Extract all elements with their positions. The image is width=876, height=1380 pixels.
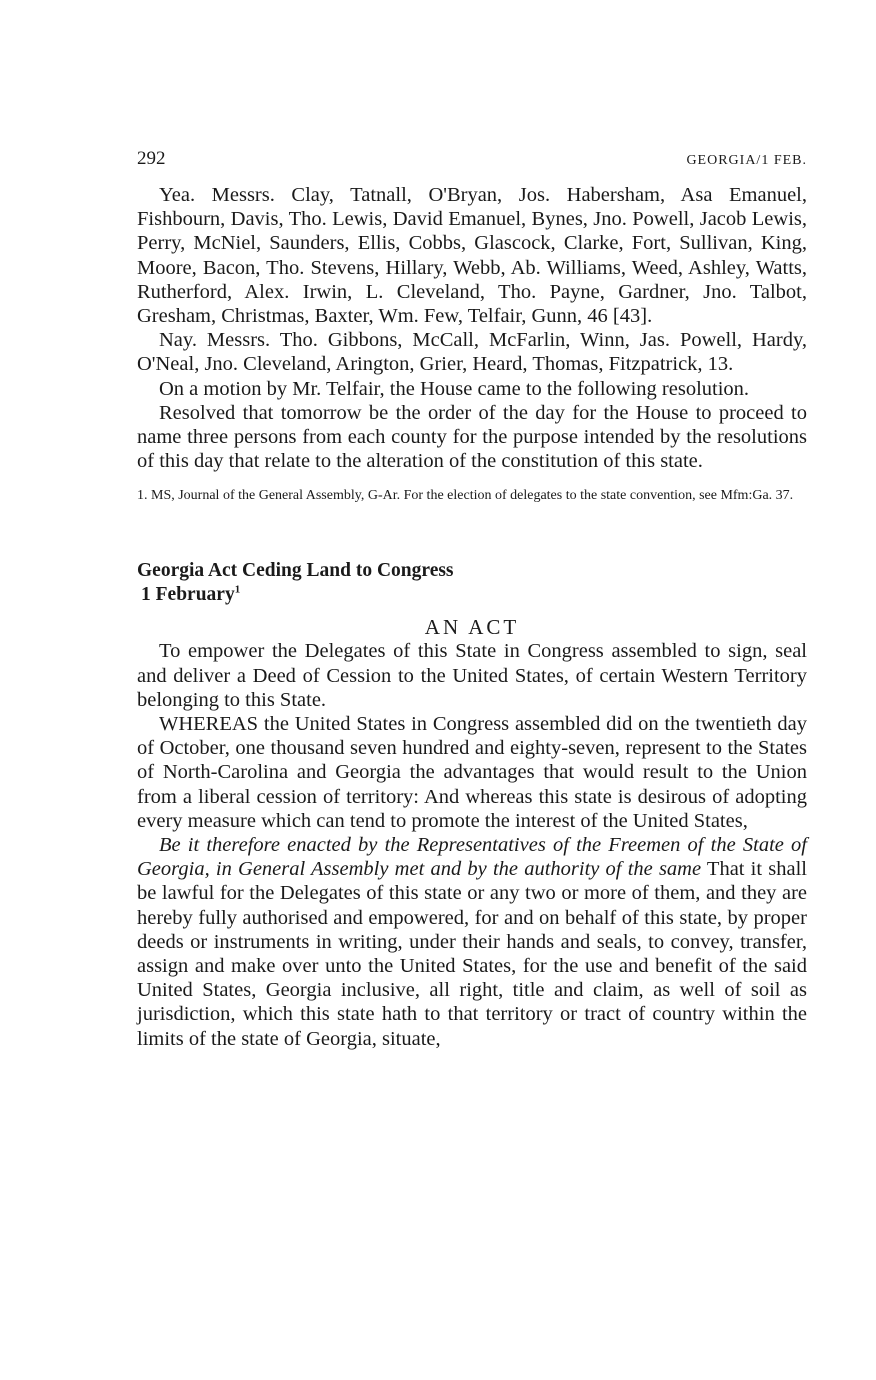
whereas-paragraph: WHEREAS the United States in Congress assembled did on the twentieth day of October, one thousand seven hundred and eighty-seven, represent to the States of North-Carolina and Georgia the advantages that would result to the Union from a liberal cession of territory: And whereas this state is desirous of adopting every measure which can tend to promote the interest of the United States,: [137, 713, 807, 832]
enactment-body: That it shall be lawful for the Delegates of this state or any two or more of them, and they are hereby fully authorised and empowered, for and on behalf of this state, by proper deeds or instruments in writing, under their hands and seals, to convey, transfer, assign and make over unto the United States, for the use and benefit of the said United States, Georgia inclusive, all right, title and claim, as well of soil as jurisdiction, which this state hath to that territory or tract of country within the limits of the state of Georgia, situate,: [137, 858, 807, 1050]
section-heading: [137, 559, 807, 607]
running-header: [137, 148, 807, 170]
resolution-paragraph: Resolved that tomorrow be the order of the day for the House to proceed to name three persons from each county for the purpose intended by the resolutions of this day that relate to the alteration of the constitution of this state.: [137, 401, 807, 473]
section-date-text: 1 February: [141, 584, 235, 606]
enactment-paragraph: [137, 833, 807, 1051]
document-page: [137, 148, 807, 1051]
nay-votes-paragraph: Nay. Messrs. Tho. Gibbons, McCall, McFarlin, Winn, Jas. Powell, Hardy, O'Neal, Jno. Cleveland, Arington, Grier, Heard, Thomas, Fitzpatrick, 13.: [137, 329, 807, 376]
running-title: GEORGIA/1 FEB.: [686, 153, 807, 168]
section-date: [141, 583, 807, 607]
footnote: 1. MS, Journal of the General Assembly, G-Ar. For the election of delegates to the state convention, see Mfm:Ga. 37.: [137, 488, 794, 504]
footnote-marker: 1: [234, 583, 241, 596]
act-purpose-paragraph: To empower the Delegates of this State in Congress assembled to sign, seal and deliver a Deed of Cession to the United States, of certain Western Territory belonging to this State.: [137, 640, 807, 711]
section-title: Georgia Act Ceding Land to Congress: [137, 560, 454, 582]
page-number: 292: [137, 148, 166, 169]
motion-paragraph: On a motion by Mr. Telfair, the House came to the following resolution.: [159, 377, 750, 400]
yea-votes-paragraph: Yea. Messrs. Clay, Tatnall, O'Bryan, Jos. Habersham, Asa Emanuel, Fishbourn, Davis, Tho. Lewis, David Emanuel, Bynes, Jno. Powell, Jacob Lewis, Perry, McNiel, Saunders, Ellis, Cobbs, Glascock, Clarke, Fort, Sullivan, King, Moore, Bacon, Tho. Stevens, Hillary, Webb, Ab. Williams, Weed, Ashley, Watts, Rutherford, Alex. Irwin, L. Cleveland, Tho. Payne, Gardner, Jno. Talbot, Gresham, Christmas, Baxter, Wm. Few, Telfair, Gunn, 46 [43].: [137, 184, 807, 328]
enacting-clause: Be it therefore enacted by the Representatives of the Freemen of the State of Georgia, in General Assembly met and by the authority of the same: [137, 834, 807, 881]
act-title: AN ACT: [424, 615, 520, 640]
